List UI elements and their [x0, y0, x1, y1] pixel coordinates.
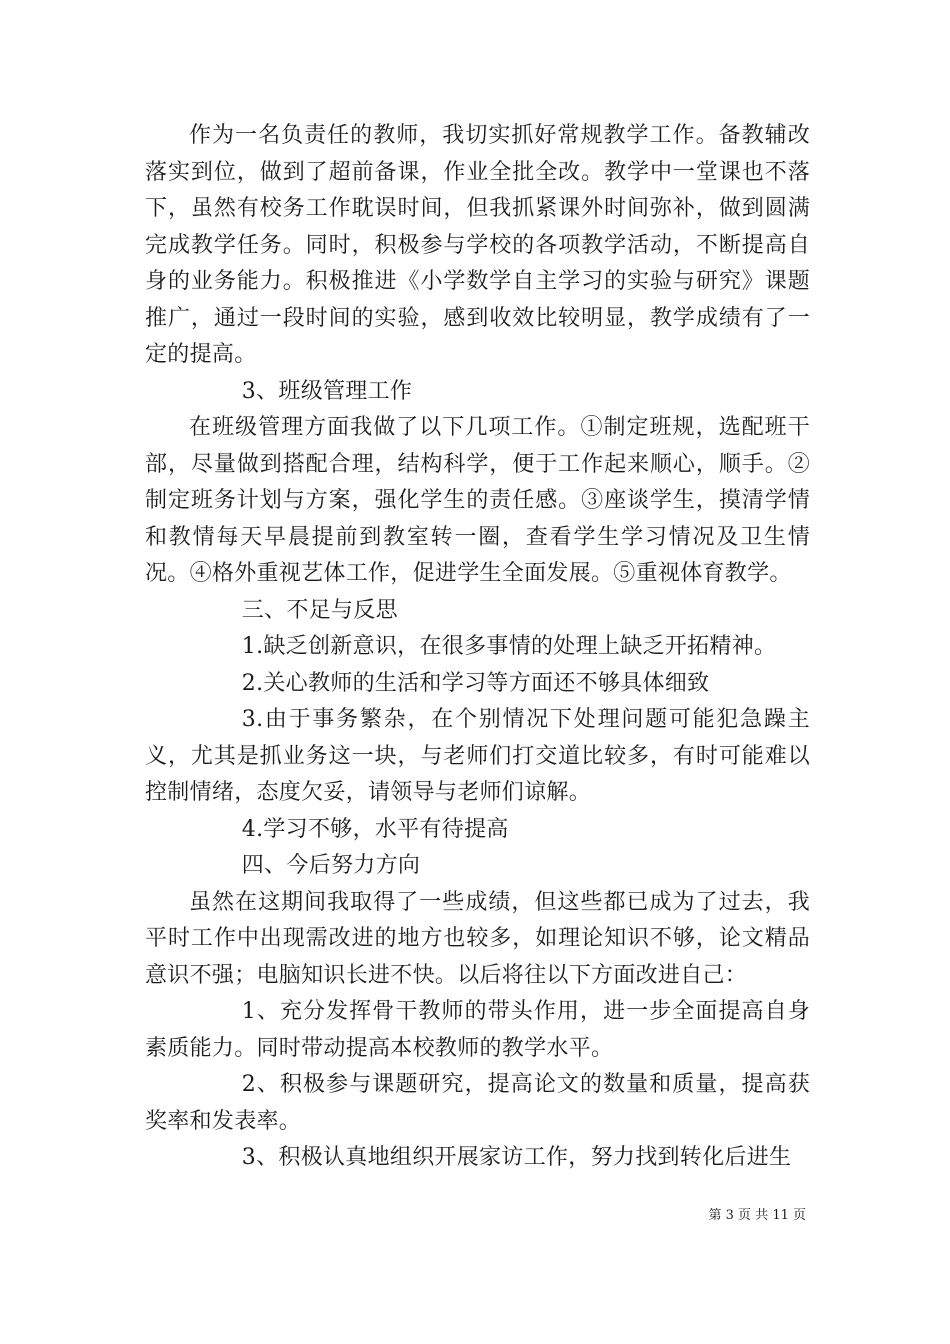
heading-shortcomings: 三、不足与反思 — [241, 597, 398, 623]
document-body — [145, 118, 810, 1177]
page-number: 第 3 页 共 11 页 — [708, 1208, 806, 1223]
heading-class-management: 3、班级管理工作 — [241, 378, 413, 404]
paragraph-class-management: 在班级管理方面我做了以下几项工作。①制定班规，选配班干部，尽量做到搭配合理，结构科学，便于工作起来顺心，顺手。②制定班务计划与方案，强化学生的责任感。③座谈学生，摸清学情和教情每天早晨提前到教室转一圈，查看学生学习情况及卫生情况。④格外重视艺体工作，促进学生全面发展。⑤重视体育教学。 — [145, 415, 810, 586]
shortcoming-item-4: 4.学习不够，水平有待提高 — [241, 816, 509, 842]
heading-future-direction: 四、今后努力方向 — [241, 853, 421, 878]
shortcoming-item-2: 2.关心教师的生活和学习等方面还不够具体细致 — [241, 670, 710, 696]
shortcoming-item-1: 1.缺乏创新意识，在很多事情的处理上缺乏开拓精神。 — [241, 634, 777, 659]
future-item-3: 3、积极认真地组织开展家访工作，努力找到转化后进生 — [241, 1145, 792, 1170]
future-item-2: 2、积极参与课题研究，提高论文的数量和质量，提高获奖率和发表率。 — [145, 1072, 810, 1134]
paragraph-future-intro: 虽然在这期间我取得了一些成绩，但这些都已成为了过去，我平时工作中出现需改进的地方也较多，如理论知识不够，论文精品意识不强；电脑知识长进不快。以后将往以下方面改进自己： — [145, 889, 810, 988]
shortcoming-item-3: 3.由于事务繁杂，在个别情况下处理问题可能犯急躁主义，尤其是抓业务这一块，与老师们打交道比较多，有时可能难以控制情绪，态度欠妥，请领导与老师们谅解。 — [145, 707, 810, 805]
paragraph-teaching-work: 作为一名负责任的教师，我切实抓好常规教学工作。备教辅改落实到位，做到了超前备课，作业全批全改。教学中一堂课也不落下，虽然有校务工作耽误时间，但我抓紧课外时间弥补，做到圆满完成教学任务。同时，积极参与学校的各项教学活动，不断提高自身的业务能力。积极推进《小学数学自主学习的实验与研究》课题推广，通过一段时间的实验，感到收效比较明显，教学成绩有了一定的提高。 — [145, 123, 810, 367]
future-item-1: 1、充分发挥骨干教师的带头作用，进一步全面提高自身素质能力。同时带动提高本校教师的教学水平。 — [145, 999, 810, 1061]
